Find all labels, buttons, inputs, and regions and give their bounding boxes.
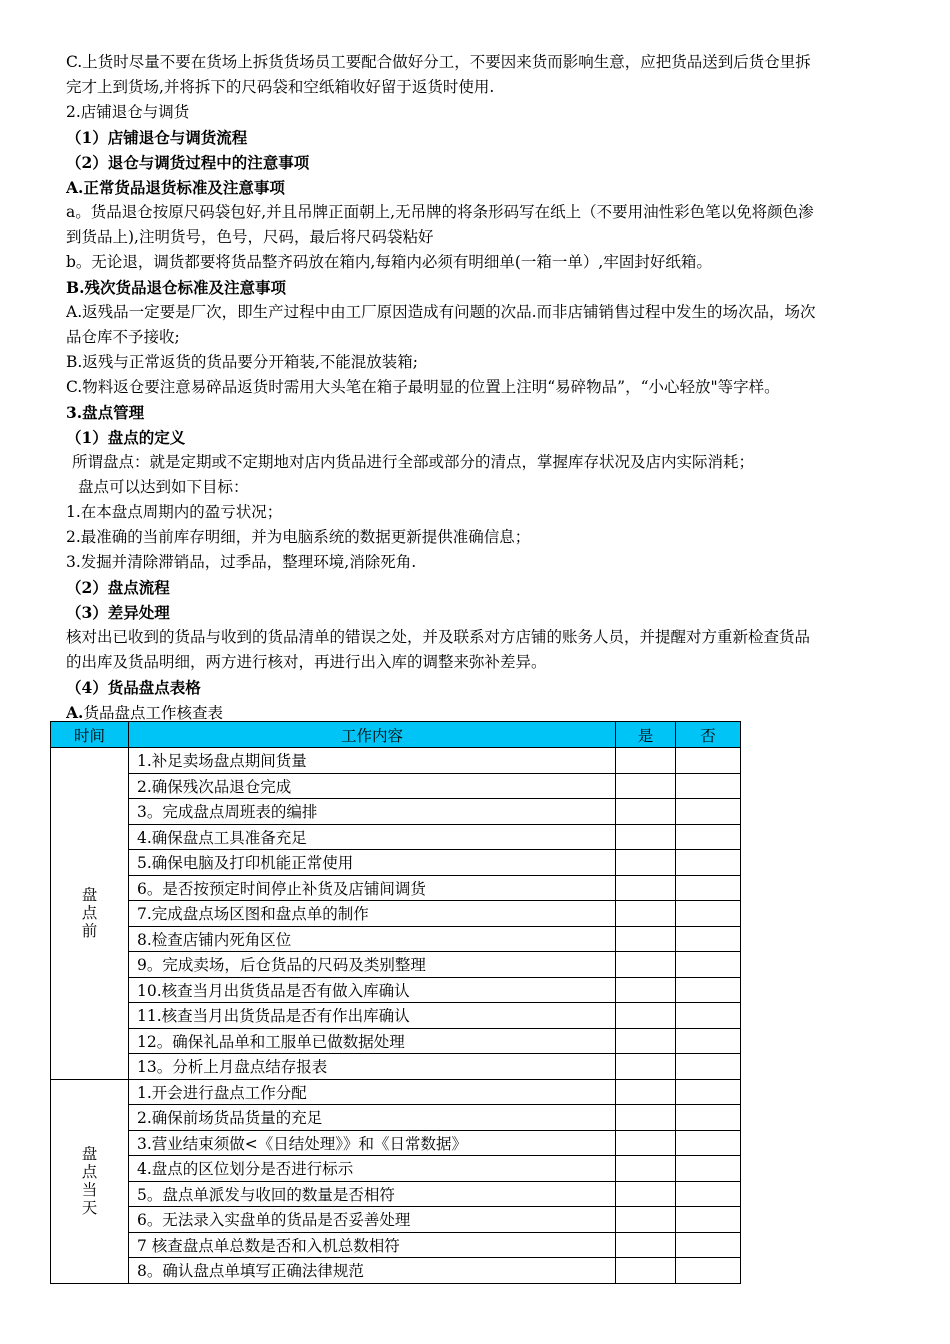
task-cell: 1.补足卖场盘点期间货量 (129, 748, 616, 774)
table-row (51, 799, 741, 825)
check-yes-cell[interactable] (616, 1156, 676, 1182)
check-yes-cell[interactable] (616, 1028, 676, 1054)
check-yes-cell[interactable] (616, 1258, 676, 1284)
text-line: B.残次货品退仓标准及注意事项 (66, 278, 286, 297)
text-line: A.正常货品退货标准及注意事项 (66, 178, 285, 197)
check-yes-cell[interactable] (616, 1181, 676, 1207)
check-no-cell[interactable] (676, 1156, 741, 1182)
task-cell: 11.核查当月出货货品是否有作出库确认 (129, 1003, 616, 1029)
check-yes-cell[interactable] (616, 875, 676, 901)
task-cell: 2.确保前场货品货量的充足 (129, 1105, 616, 1131)
check-no-cell[interactable] (676, 875, 741, 901)
text-line: （4）货品盘点表格 (66, 678, 201, 697)
check-yes-cell[interactable] (616, 1130, 676, 1156)
task-cell: 9。完成卖场，后仓货品的尺码及类别整理 (129, 952, 616, 978)
task-cell: 13。分析上月盘点结存报表 (129, 1054, 616, 1080)
task-cell: 6。无法录入实盘单的货品是否妥善处理 (129, 1207, 616, 1233)
task-cell: 12。确保礼品单和工服单已做数据处理 (129, 1028, 616, 1054)
check-yes-cell[interactable] (616, 952, 676, 978)
task-cell: 5.确保电脑及打印机能正常使用 (129, 850, 616, 876)
text-line: C.上货时尽量不要在货场上拆货货场员工要配合做好分工，不要因来货而影响生意，应把货品送到后货仓里拆 (66, 53, 811, 71)
table-row (51, 1130, 741, 1156)
table-row (51, 824, 741, 850)
task-cell: 3.营业结束须做<《日结处理》》和《日常数据》 (129, 1130, 616, 1156)
text-line: 到货品上),注明货号，色号，尺码，最后将尺码袋粘好 (66, 228, 434, 246)
check-no-cell[interactable] (676, 824, 741, 850)
text-line: 完才上到货场,并将拆下的尺码袋和空纸箱收好留于返货时使用. (66, 78, 495, 96)
header-no: 否 (676, 722, 741, 748)
group-label: 盘 点 前 (51, 748, 129, 1080)
text-line: 3.盘点管理 (66, 403, 145, 422)
check-no-cell[interactable] (676, 1079, 741, 1105)
check-no-cell[interactable] (676, 901, 741, 927)
check-no-cell[interactable] (676, 1028, 741, 1054)
table-row (51, 1181, 741, 1207)
text-line: （2）盘点流程 (66, 578, 170, 597)
task-cell: 8。确认盘点单填写正确法律规范 (129, 1258, 616, 1284)
task-cell: 10.核查当月出货货品是否有做入库确认 (129, 977, 616, 1003)
table-row (51, 1028, 741, 1054)
task-cell: 2.确保残次品退仓完成 (129, 773, 616, 799)
table-row (51, 748, 741, 774)
text-line: （1）盘点的定义 (66, 428, 186, 447)
check-no-cell[interactable] (676, 977, 741, 1003)
check-yes-cell[interactable] (616, 748, 676, 774)
task-cell: 7.完成盘点场区图和盘点单的制作 (129, 901, 616, 927)
check-no-cell[interactable] (676, 1258, 741, 1284)
table-row (51, 875, 741, 901)
check-no-cell[interactable] (676, 1105, 741, 1131)
table-row (51, 850, 741, 876)
check-yes-cell[interactable] (616, 1003, 676, 1029)
table-row (51, 1079, 741, 1105)
text-line: 所谓盘点：就是定期或不定期地对店内货品进行全部或部分的清点，掌握库存状况及店内实际消耗； (72, 453, 755, 471)
text-line: B.返残与正常返货的货品要分开箱装,不能混放装箱; (66, 353, 418, 371)
table-row (51, 1258, 741, 1284)
check-yes-cell[interactable] (616, 824, 676, 850)
text-line: 的出库及货品明细，两方进行核对，再进行出入库的调整来弥补差异。 (66, 653, 547, 671)
task-cell: 8.检查店铺内死角区位 (129, 926, 616, 952)
text-line: b。无论退，调货都要将货品整齐码放在箱内,每箱内必须有明细单(一箱一单）,牢固封好纸箱。 (66, 253, 712, 271)
check-yes-cell[interactable] (616, 1207, 676, 1233)
table-row (51, 773, 741, 799)
text-line: （1）店铺退仓与调货流程 (66, 128, 248, 147)
table-row (51, 926, 741, 952)
inventory-check-table (50, 721, 741, 1284)
table-row (51, 1105, 741, 1131)
check-no-cell[interactable] (676, 773, 741, 799)
task-cell: 3。完成盘点周班表的编排 (129, 799, 616, 825)
text-line: 核对出已收到的货品与收到的货品清单的错误之处，并及联系对方店铺的账务人员，并提醒对方重新检查货品 (66, 628, 811, 646)
check-no-cell[interactable] (676, 1054, 741, 1080)
check-no-cell[interactable] (676, 1130, 741, 1156)
text-line: 3.发掘并清除滞销品，过季品，整理环境,消除死角. (66, 553, 417, 571)
check-yes-cell[interactable] (616, 926, 676, 952)
table-row (51, 1003, 741, 1029)
table-row (51, 1156, 741, 1182)
task-cell: 7 核查盘点单总数是否和入机总数相符 (129, 1232, 616, 1258)
table-row (51, 1054, 741, 1080)
group-label: 盘 点 当 天 (51, 1079, 129, 1283)
check-yes-cell[interactable] (616, 1054, 676, 1080)
check-yes-cell[interactable] (616, 773, 676, 799)
check-no-cell[interactable] (676, 748, 741, 774)
check-no-cell[interactable] (676, 952, 741, 978)
text-line: a。货品退仓按原尺码袋包好,并且吊牌正面朝上,无吊牌的将条形码写在纸上（不要用油性彩色笔以免将颜色渗 (66, 203, 814, 221)
table-row (51, 1207, 741, 1233)
task-cell: 5。盘点单派发与收回的数量是否相符 (129, 1181, 616, 1207)
text-line: A.返残品一定要是厂次，即生产过程中由工厂原因造成有问题的次品.而非店铺销售过程中发生的场次品，场次 (66, 303, 816, 321)
check-yes-cell[interactable] (616, 901, 676, 927)
check-yes-cell[interactable] (616, 850, 676, 876)
table-row (51, 977, 741, 1003)
check-no-cell[interactable] (676, 926, 741, 952)
text-line: （2）退仓与调货过程中的注意事项 (66, 153, 310, 172)
check-no-cell[interactable] (676, 1003, 741, 1029)
header-content: 工作内容 (129, 722, 616, 748)
text-line: 2.最准确的当前库存明细，并为电脑系统的数据更新提供准确信息； (66, 528, 531, 546)
check-yes-cell[interactable] (616, 1105, 676, 1131)
table-row (51, 952, 741, 978)
task-cell: 1.开会进行盘点工作分配 (129, 1079, 616, 1105)
task-cell: 6。是否按预定时间停止补货及店铺间调货 (129, 875, 616, 901)
header-yes: 是 (616, 722, 676, 748)
body-text (66, 50, 886, 725)
check-yes-cell[interactable] (616, 977, 676, 1003)
line-prefix: A. (66, 703, 84, 722)
check-yes-cell[interactable] (616, 799, 676, 825)
check-no-cell[interactable] (676, 850, 741, 876)
text-line: 1.在本盘点周期内的盈亏状况； (66, 503, 283, 521)
check-yes-cell[interactable] (616, 1232, 676, 1258)
text-line: 品仓库不予接收; (66, 328, 180, 346)
check-no-cell[interactable] (676, 1207, 741, 1233)
task-cell: 4.确保盘点工具准备充足 (129, 824, 616, 850)
check-yes-cell[interactable] (616, 1079, 676, 1105)
table-row (51, 1232, 741, 1258)
table-header-row (51, 722, 741, 748)
table-row (51, 901, 741, 927)
text-line: 2.店铺退仓与调货 (66, 103, 190, 121)
line-rest: 货品盘点工作核查表 (83, 704, 223, 722)
header-time: 时间 (51, 722, 129, 748)
text-line: C.物料返仓要注意易碎品返货时需用大头笔在箱子最明显的位置上注明“易碎物品”，“小心轻放"等字样。 (66, 378, 780, 396)
text-line: （3）差异处理 (66, 603, 170, 622)
check-no-cell[interactable] (676, 799, 741, 825)
task-cell: 4.盘点的区位划分是否进行标示 (129, 1156, 616, 1182)
check-no-cell[interactable] (676, 1181, 741, 1207)
check-no-cell[interactable] (676, 1232, 741, 1258)
text-line: 盘点可以达到如下目标： (78, 478, 249, 496)
